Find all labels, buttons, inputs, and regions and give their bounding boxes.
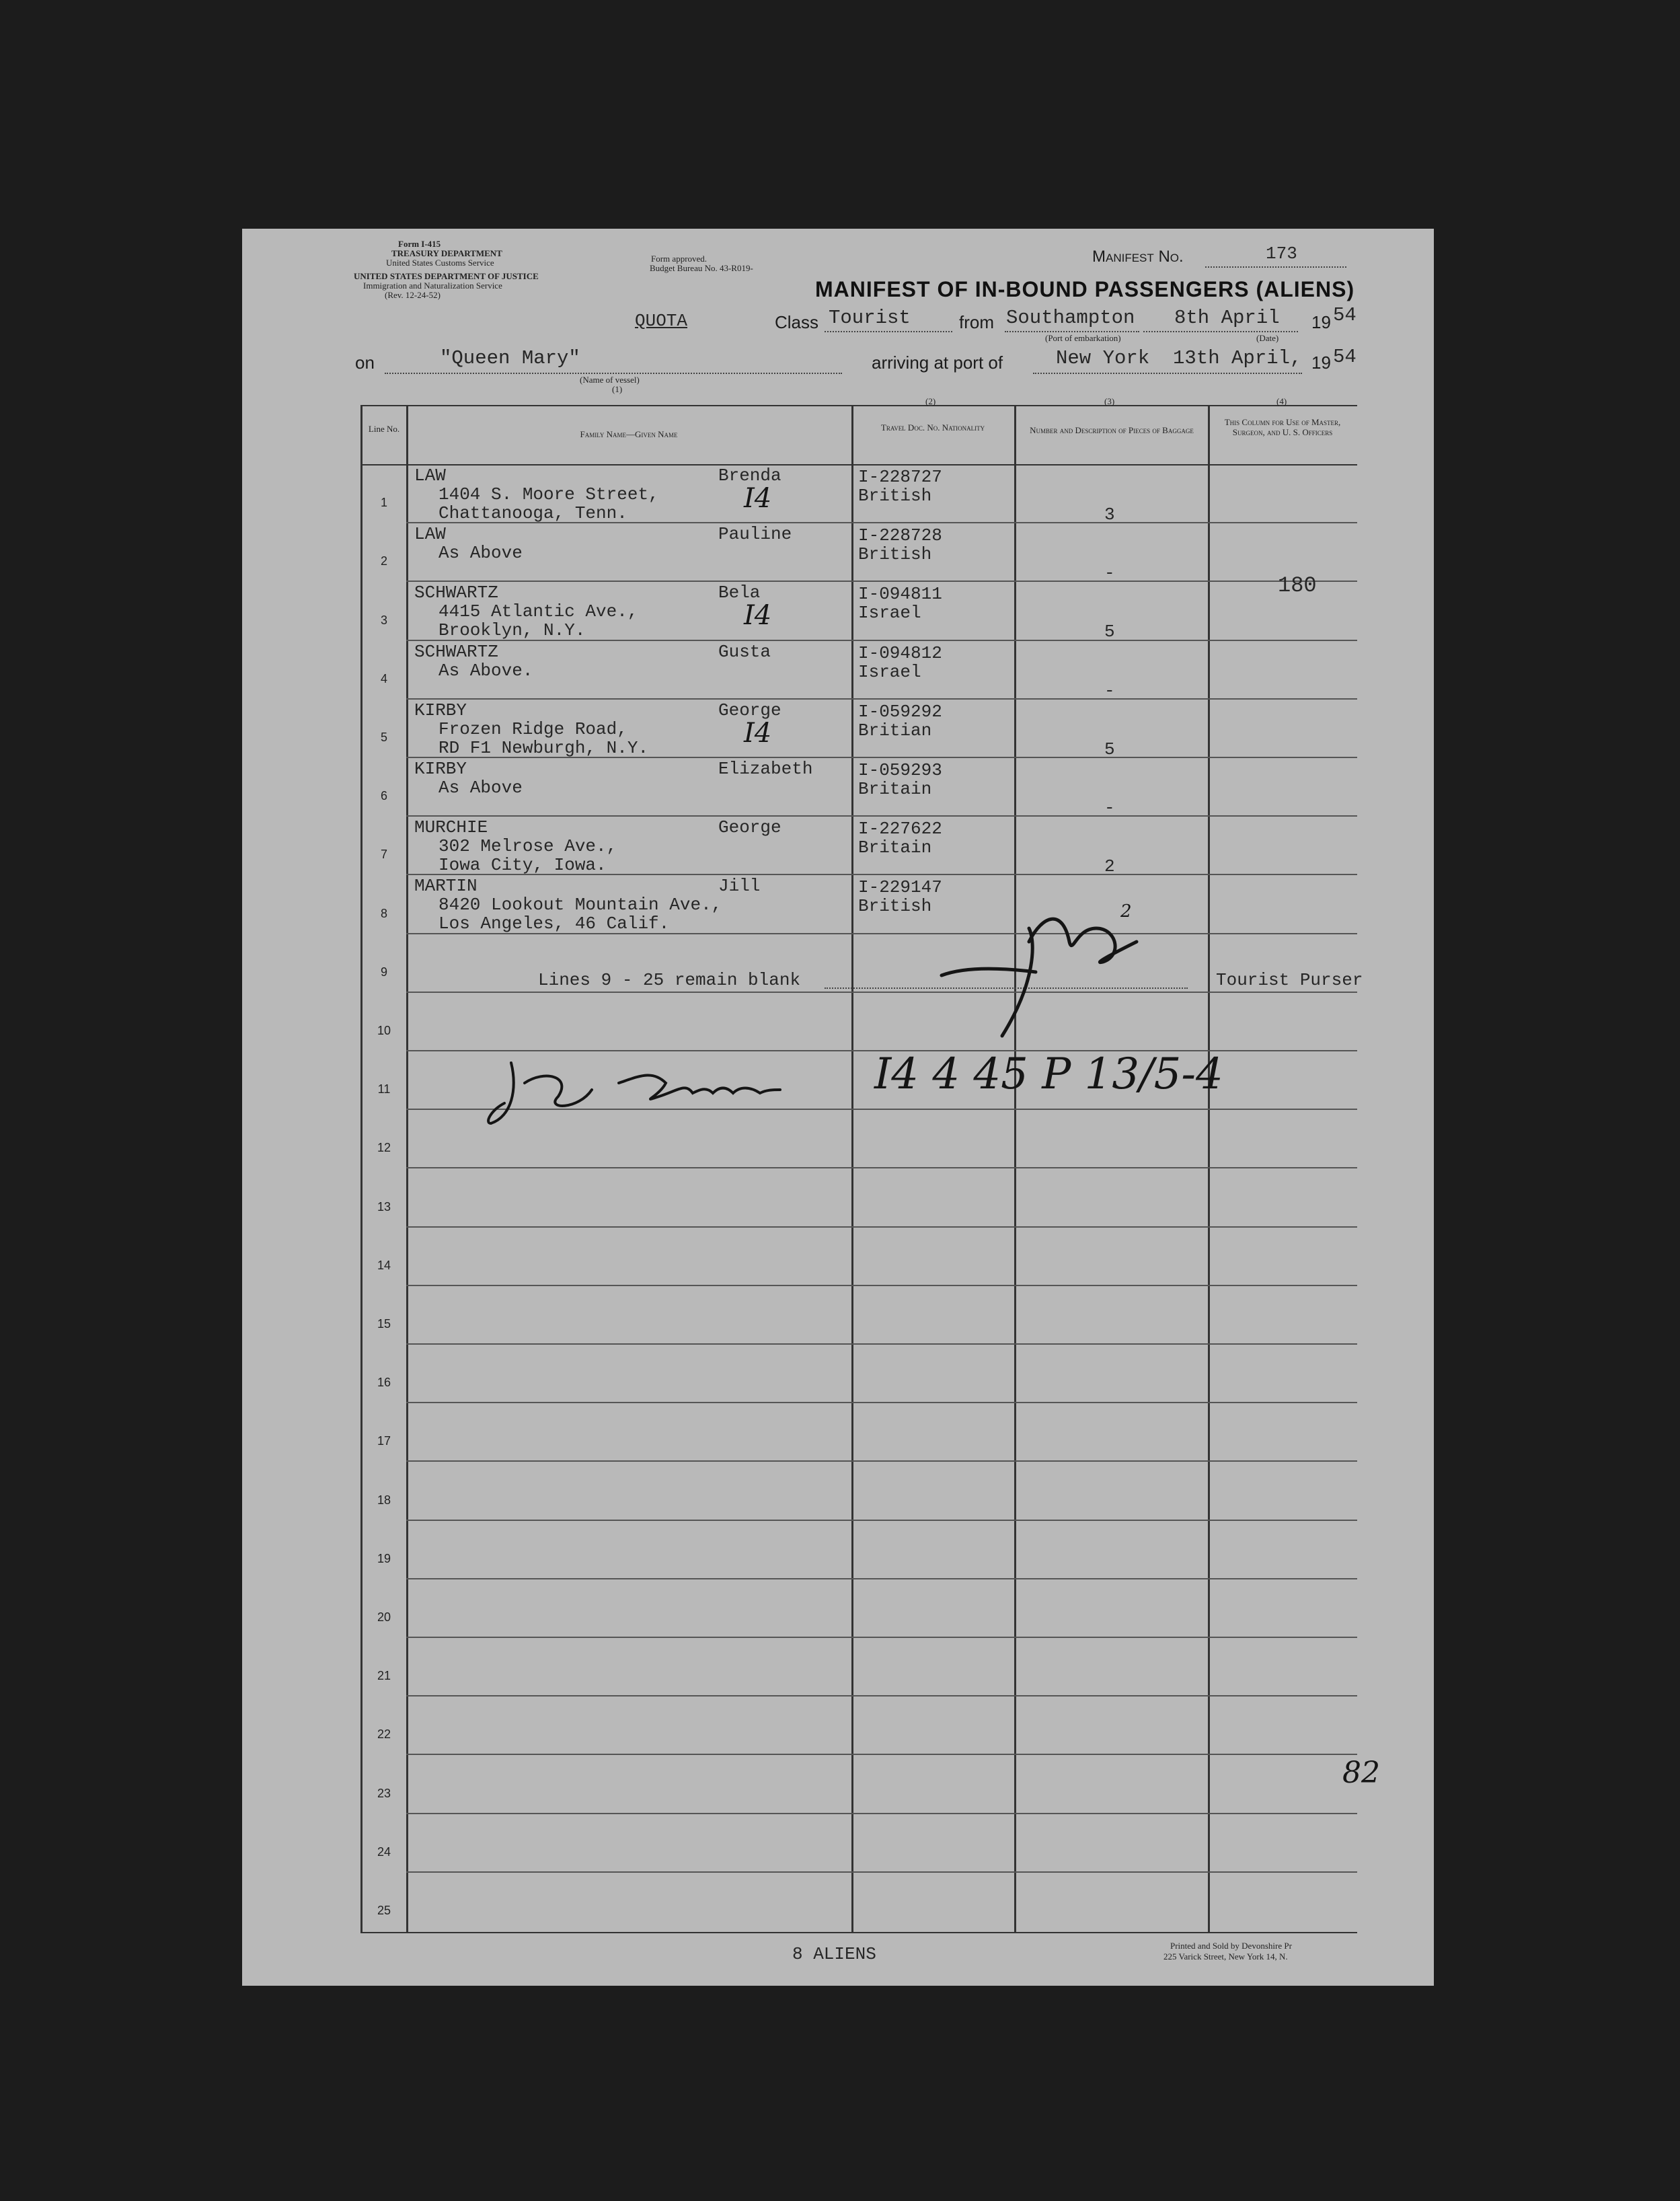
margin-note: 82: [1342, 1756, 1380, 1790]
row-rule: [406, 1695, 1357, 1696]
passenger-given-name: Pauline: [718, 524, 792, 545]
line-number: 16: [377, 1376, 391, 1390]
embark-year-prefix: 19: [1311, 312, 1331, 332]
line-number: 17: [377, 1434, 391, 1448]
manifest-page: [242, 229, 1434, 1986]
purser-title: Tourist Purser: [1216, 970, 1363, 990]
col-header-travel-doc: Travel Doc. No. Nationality: [880, 422, 985, 433]
passenger-family-name: KIRBY: [414, 700, 467, 720]
passenger-family-name: MARTIN: [414, 876, 478, 897]
line-number: 3: [380, 613, 387, 627]
passenger-address-1: 302 Melrose Ave.,: [438, 836, 617, 857]
row-rule: [406, 1402, 1357, 1403]
line-number: 15: [377, 1317, 391, 1331]
row-rule: [406, 1871, 1357, 1873]
inspection-mark: I4: [744, 600, 772, 632]
passenger-address-1: 1404 S. Moore Street,: [438, 484, 659, 505]
baggage-count: 5: [1104, 739, 1115, 759]
baggage-count: -: [1104, 798, 1115, 818]
total-aliens: 8 ALIENS: [792, 1944, 876, 1964]
line-number: 23: [377, 1786, 391, 1800]
passenger-address-1: 8420 Lookout Mountain Ave.,: [438, 895, 722, 916]
passenger-family-name: LAW: [414, 524, 446, 545]
line-number: 24: [377, 1844, 391, 1859]
line-number: 6: [380, 789, 387, 803]
line-number: 9: [380, 965, 387, 979]
line-number: 14: [377, 1258, 391, 1272]
line-number: 7: [380, 848, 387, 862]
row-rule: [406, 992, 1357, 993]
passenger-address-2: Los Angeles, 46 Calif.: [438, 913, 670, 934]
manifest-title: MANIFEST OF IN-BOUND PASSENGERS (ALIENS): [815, 277, 1355, 301]
passenger-family-name: LAW: [414, 465, 446, 486]
passenger-given-name: Bela: [718, 583, 761, 603]
passenger-family-name: SCHWARTZ: [414, 641, 498, 662]
form-number: Form I-415: [398, 239, 441, 249]
passenger-given-name: George: [718, 817, 781, 838]
col-num-3: (3): [1104, 396, 1115, 406]
col-num-4: (4): [1276, 396, 1287, 406]
class-label: Class: [775, 312, 819, 332]
line-number: 22: [377, 1727, 391, 1742]
justice-dept: UNITED STATES DEPARTMENT OF JUSTICE: [354, 271, 539, 281]
row-rule: [406, 1460, 1357, 1462]
row-rule: [406, 1285, 1357, 1286]
passenger-address-2: Chattanooga, Tenn.: [438, 503, 627, 523]
row-rule: [406, 581, 1357, 582]
nationality: British: [858, 896, 932, 917]
col-header-baggage: Number and Description of Pieces of Baggage: [1030, 425, 1194, 435]
class-value: Tourist: [829, 307, 911, 329]
travel-doc-number: I-227622: [858, 819, 942, 840]
line-number: 25: [377, 1904, 391, 1917]
passenger-family-name: KIRBY: [414, 759, 467, 779]
baggage-count: -: [1104, 563, 1115, 584]
row-rule: [406, 1167, 1357, 1168]
purser-signature: [928, 901, 1157, 1056]
travel-doc-number: I-228727: [858, 467, 942, 487]
passenger-given-name: Elizabeth: [718, 759, 813, 779]
line-number: 13: [377, 1199, 391, 1214]
blank-lines-note: Lines 9 - 25 remain blank: [538, 970, 801, 990]
treasury-dept: TREASURY DEPARTMENT: [391, 248, 502, 258]
from-label: from: [959, 312, 994, 332]
arrival-year-suffix: 54: [1333, 346, 1357, 368]
line-number: 11: [377, 1082, 391, 1096]
vessel-name: "Queen Mary": [440, 347, 580, 369]
line-number: 19: [377, 1551, 391, 1565]
customs-service: United States Customs Service: [386, 258, 494, 268]
nationality: Britian: [858, 720, 932, 741]
printer-line-1: Printed and Sold by Devonshire Pr: [1170, 1941, 1292, 1951]
passenger-given-name: Jill: [718, 876, 761, 897]
passenger-address-1: As Above: [438, 778, 523, 798]
row-rule: [406, 1343, 1357, 1345]
date-caption: (Date): [1256, 333, 1279, 343]
inspection-note: I4 4 45 P 13/5-4: [874, 1049, 1223, 1099]
passenger-given-name: Brenda: [718, 465, 781, 486]
col-header-name: Family Name—Given Name: [580, 429, 678, 439]
nationality: Israel: [858, 603, 921, 624]
passenger-address-1: As Above.: [438, 660, 533, 681]
arrival-date: 13th April,: [1173, 347, 1302, 369]
nationality: British: [858, 486, 932, 506]
printer-line-2: 225 Varick Street, New York 14, N.: [1163, 1951, 1288, 1962]
passenger-given-name: George: [718, 700, 781, 720]
nationality: Britain: [858, 837, 932, 858]
quota-stamp: QUOTA: [635, 311, 688, 331]
travel-doc-number: I-059292: [858, 701, 942, 722]
nationality: Israel: [858, 661, 921, 682]
ins-service: Immigration and Naturalization Service: [363, 281, 502, 291]
travel-doc-number: I-094811: [858, 584, 942, 605]
passenger-address-1: Frozen Ridge Road,: [438, 718, 627, 739]
line-number: 20: [377, 1610, 391, 1624]
embark-port: Southampton: [1006, 307, 1135, 329]
manifest-number: 173: [1266, 244, 1297, 264]
passenger-family-name: MURCHIE: [414, 817, 488, 838]
officer-note: 180: [1278, 573, 1317, 598]
baggage-count: 3: [1104, 505, 1115, 525]
embark-date: 8th April: [1174, 307, 1280, 329]
baggage-count: -: [1104, 680, 1115, 701]
budget-bureau: Budget Bureau No. 43-R019-: [650, 263, 753, 273]
passenger-address-1: 4415 Atlantic Ave.,: [438, 601, 638, 622]
travel-doc-number: I-228728: [858, 525, 942, 546]
arrival-port: New York: [1056, 347, 1150, 369]
line-number: 2: [380, 554, 387, 568]
col-header-line-no: Line No.: [368, 424, 400, 434]
line-number: 21: [377, 1669, 391, 1683]
row-rule: [406, 698, 1357, 700]
nationality: British: [858, 544, 932, 565]
baggage-count: 5: [1104, 622, 1115, 642]
baggage-total: 2: [1120, 901, 1132, 922]
line-number: 5: [380, 731, 387, 744]
line-number: 18: [377, 1493, 391, 1507]
row-rule: [406, 1520, 1357, 1521]
embark-port-caption: (Port of embarkation): [1045, 333, 1121, 343]
row-rule: [406, 1754, 1357, 1755]
row-rule: [406, 1813, 1357, 1814]
on-label: on: [355, 352, 375, 373]
travel-doc-number: I-094812: [858, 642, 942, 663]
row-rule: [406, 815, 1357, 817]
line-number: 4: [380, 671, 387, 685]
row-rule: [406, 1226, 1357, 1228]
passenger-address-2: Brooklyn, N.Y.: [438, 620, 586, 641]
row-rule: [406, 1637, 1357, 1638]
manifest-number-label: Manifest No.: [1092, 248, 1184, 266]
travel-doc-number: I-059293: [858, 760, 942, 780]
passenger-given-name: Gusta: [718, 641, 771, 662]
vessel-caption: (Name of vessel): [580, 375, 640, 385]
arriving-label: arriving at port of: [872, 352, 1003, 373]
passenger-address-1: As Above: [438, 543, 523, 564]
travel-doc-number: I-229147: [858, 877, 942, 898]
vessel-col-num: (1): [612, 384, 623, 394]
line-number: 10: [377, 1024, 391, 1037]
line-number: 8: [380, 906, 387, 920]
passenger-address-2: RD F1 Newburgh, N.Y.: [438, 737, 649, 758]
col-num-2: (2): [925, 396, 936, 406]
inspection-mark: I4: [744, 717, 772, 749]
passenger-family-name: SCHWARTZ: [414, 583, 498, 603]
arrival-year-prefix: 19: [1311, 352, 1331, 373]
form-revision: (Rev. 12-24-52): [385, 290, 441, 300]
form-approved: Form approved.: [651, 254, 708, 264]
line-number: 12: [377, 1141, 391, 1155]
col-header-officers: This Column for Use of Master, Surgeon, and U. S. Officers: [1224, 417, 1341, 437]
nationality: Britain: [858, 779, 932, 799]
passenger-address-2: Iowa City, Iowa.: [438, 855, 607, 876]
baggage-count: 2: [1104, 856, 1115, 877]
row-rule: [406, 1578, 1357, 1579]
line-number: 1: [380, 496, 387, 510]
embark-year-suffix: 54: [1333, 304, 1357, 326]
inspection-mark: I4: [744, 483, 772, 514]
